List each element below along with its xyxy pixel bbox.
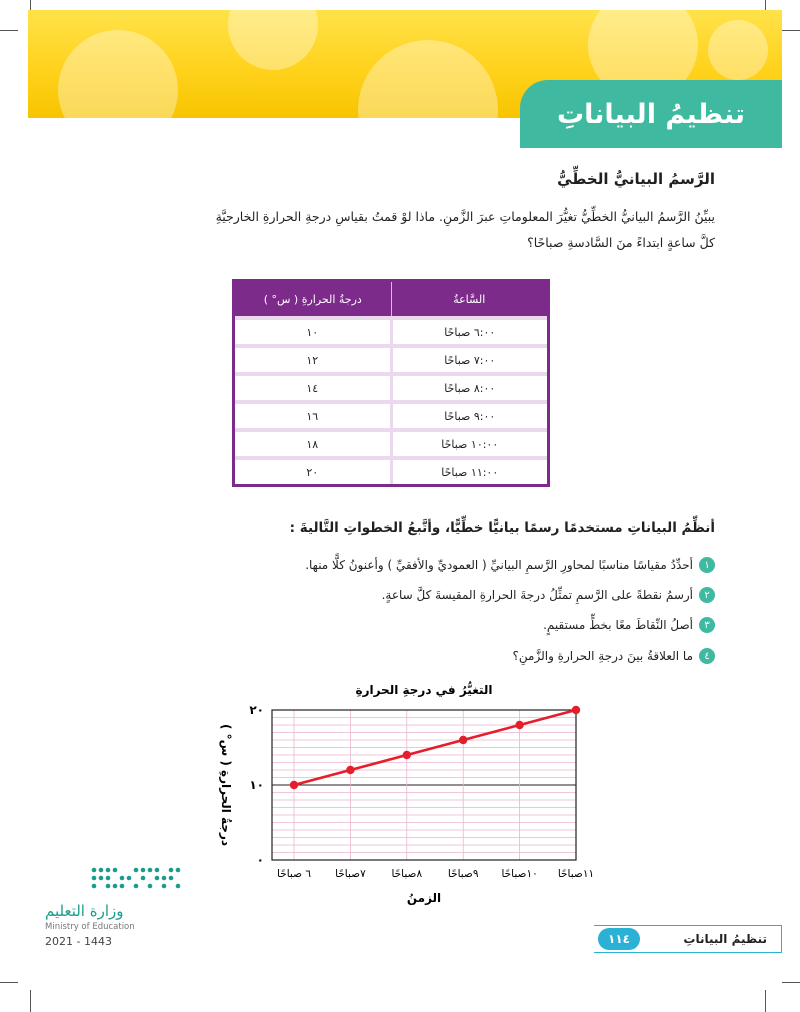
cell-time: ٨:٠٠ صباحًا [393,376,548,400]
cell-time: ١١:٠٠ صباحًا [393,460,548,484]
data-point [346,766,354,774]
step-item [305,557,715,573]
cell-temp: ١٤ [235,376,390,400]
temperature-line-chart [200,680,620,910]
logo-english-name: Ministry of Education [45,922,135,932]
ministry-logo [40,860,190,955]
crop-mark [782,30,800,31]
data-point [515,721,523,729]
cell-time: ١٠:٠٠ صباحًا [393,432,548,456]
cell-time: ٧:٠٠ صباحًا [393,348,548,372]
cell-time: ٩:٠٠ صباحًا [393,404,548,428]
intro-line-1: يبيِّنُ الرَّسمُ البيانيُّ الخطِّيُّ تغيُّرَ المعلوماتِ عبرَ الزَّمنِ. ماذا لوْ قمتُ بقياسِ درجةِ الحرارةِ الخارجيَّةِ [215,209,715,224]
header-time: السَّاعةُ [453,292,486,306]
intro-line-2: كلَّ ساعةٍ ابتداءً منَ السَّادسةِ صباحًا؟ [527,235,715,250]
chart-x-axis-label: الزمنُ [406,891,442,905]
step-text: أحدِّدُ مقياسًا مناسبًا لمحاورِ الرَّسمِ البيانيِّ ( العموديِّ والأفقيِّ ) وأعنونُ كلًّا منها. [305,558,693,572]
section-heading: الرَّسمُ البيانيُّ الخطِّيُّ [557,170,715,188]
chart-tick-labels [249,703,594,880]
step-number: ٢ [699,587,715,603]
page-footer [594,925,782,953]
chart-y-axis-label: درجةُ الحرارةِ ( س° ) [219,723,233,847]
step-text: أرسمُ نقطةً على الرَّسمِ تمثِّلُ درجةَ الحرارةِ المقيسةَ كلَّ ساعةٍ. [381,588,693,602]
table-row [235,320,547,344]
page-number: ١١٤ [598,928,640,950]
cell-time: ٦:٠٠ صباحًا [393,320,548,344]
step-text: ما العلاقةُ بينَ درجةِ الحرارةِ والزَّمنِ؟ [512,649,693,663]
y-tick-label: ١٠ [249,778,264,792]
x-tick-label: ٩صباحًا [447,868,479,880]
x-tick-label: ١١صباحًا [557,868,595,880]
cell-temp: ٢٠ [235,460,390,484]
logo-arabic-name: وزارة التعليم [45,902,124,920]
chart-title: التغيُّرُ في درجةِ الحرارةِ [355,683,493,697]
data-point [403,751,411,759]
x-tick-label: ٧صباحًا [335,868,366,880]
chart-grid [272,710,576,860]
chapter-title-tab [520,80,782,148]
table-row [235,404,547,428]
cell-temp: ١٦ [235,404,390,428]
table-row [235,460,547,484]
step-item [543,617,715,633]
cell-temp: ١٨ [235,432,390,456]
step-number: ١ [699,557,715,573]
logo-year: 2021 - 1443 [45,935,112,948]
x-tick-label: ٨صباحًا [391,868,423,880]
table-row [235,432,547,456]
crop-mark [0,30,18,31]
footer-label: تنظيمُ البياناتِ [683,932,767,946]
cell-temp: ١٠ [235,320,390,344]
x-tick-label: ١٠صباحًا [501,868,538,880]
data-point [572,706,580,714]
crop-mark [30,990,31,1012]
header-temperature: درجةُ الحرارةِ ( س° ) [235,282,392,316]
crop-mark [782,982,800,983]
logo-dots-icon [88,865,183,891]
crop-mark [0,982,18,983]
crop-mark [765,990,766,1012]
step-number: ٤ [699,648,715,664]
step-number: ٣ [699,617,715,633]
table-header [235,282,547,316]
steps-title: أنظِّمُ البياناتِ مستخدمًا رسمًا بيانيًّا خطِّيًّا، وأتَّبعُ الخطواتِ التَّاليةَ : [289,520,715,536]
page-title: تنظيمُ البياناتِ [556,98,746,130]
step-item [382,587,715,603]
y-tick-label: ٢٠ [249,703,264,717]
temperature-table [232,279,550,487]
cell-temp: ١٢ [235,348,390,372]
table-row [235,376,547,400]
data-point [459,736,467,744]
data-point [290,781,298,789]
x-tick-label: ٦ صباحًا [277,868,311,880]
y-tick-label: ٠ [256,853,264,867]
step-text: أصلُ النِّقاطَ معًا بخطٍّ مستقيمٍ. [543,618,693,632]
table-row [235,348,547,372]
step-item [513,648,715,664]
